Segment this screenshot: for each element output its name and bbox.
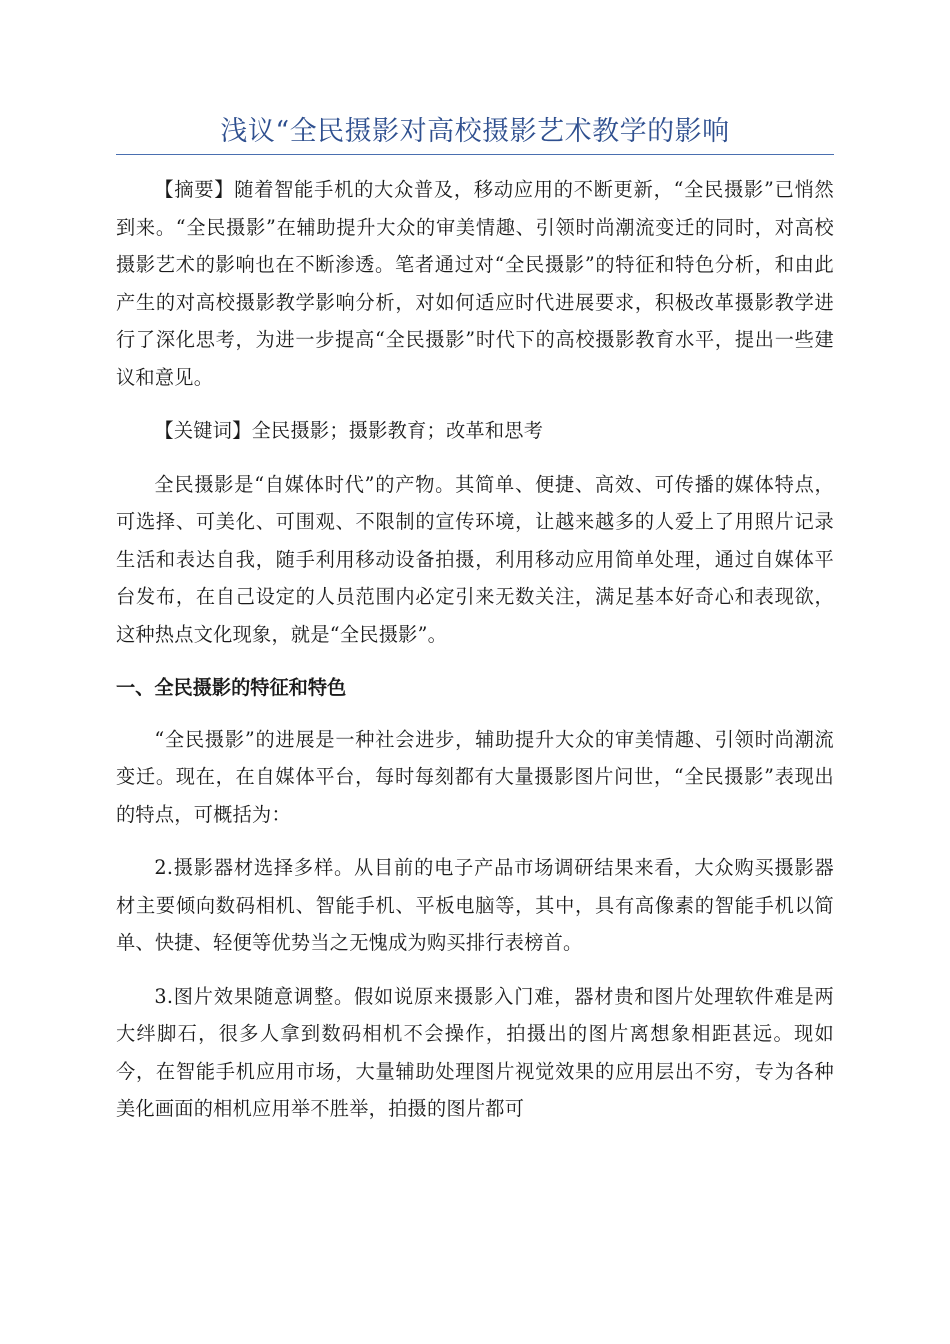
section-intro-paragraph: “全民摄影”的进展是一种社会进步，辅助提升大众的审美情趣、引领时尚潮流变迁。现在，在自媒体平台，每时每刻都有大量摄影图片问世，“全民摄影”表现出的特点，可概括为： (116, 727, 834, 826)
abstract-paragraph: 【摘要】随着智能手机的大众普及，移动应用的不断更新，“全民摄影”已悄然到来。“全民摄影”在辅助提升大众的审美情趣、引领时尚潮流变迁的同时，对高校摄影艺术的影响也在不断渗透。笔者通过对“全民摄影”的特征和特色分析，和由此产生的对高校摄影教学影响分析，对如何适应时代进展要求，积极改革摄影教学进行了深化思考，为进一步提高“全民摄影”时代下的高校摄影教育水平，提出一些建议和意见。 (116, 178, 834, 389)
document-title: 浅议“全民摄影对高校摄影艺术教学的影响 (220, 116, 730, 147)
intro-paragraph: 全民摄影是“自媒体时代”的产物。其简单、便捷、高效、可传播的媒体特点，可选择、可美化、可围观、不限制的宣传环境，让越来越多的人爱上了用照片记录生活和表达自我，随手利用移动设备拍摄，利用移动应用简单处理，通过自媒体平台发布，在自己设定的人员范围内必定引来无数关注，满足基本好奇心和表现欲，这种热点文化现象，就是“全民摄影”。 (116, 472, 834, 646)
keywords-paragraph: 【关键词】全民摄影；摄影教育；改革和思考 (154, 419, 544, 442)
title-underline (116, 154, 834, 155)
section-heading: 一、全民摄影的特征和特色 (116, 676, 347, 699)
point-2-paragraph: 2.摄影器材选择多样。从目前的电子产品市场调研结果来看，大众购买摄影器材主要倾向数码相机、智能手机、平板电脑等，其中，具有高像素的智能手机以简单、快捷、轻便等优势当之无愧成为购买排行表榜首。 (116, 856, 834, 954)
document-body (116, 171, 834, 1144)
point-3-paragraph: 3.图片效果随意调整。假如说原来摄影入门难，器材贵和图片处理软件难是两大绊脚石，很多人拿到数码相机不会操作，拍摄出的图片离想象相距甚远。现如今，在智能手机应用市场，大量辅助处理图片视觉效果的应用层出不穷，专为各种美化画面的相机应用举不胜举，拍摄的图片都可 (116, 984, 834, 1120)
